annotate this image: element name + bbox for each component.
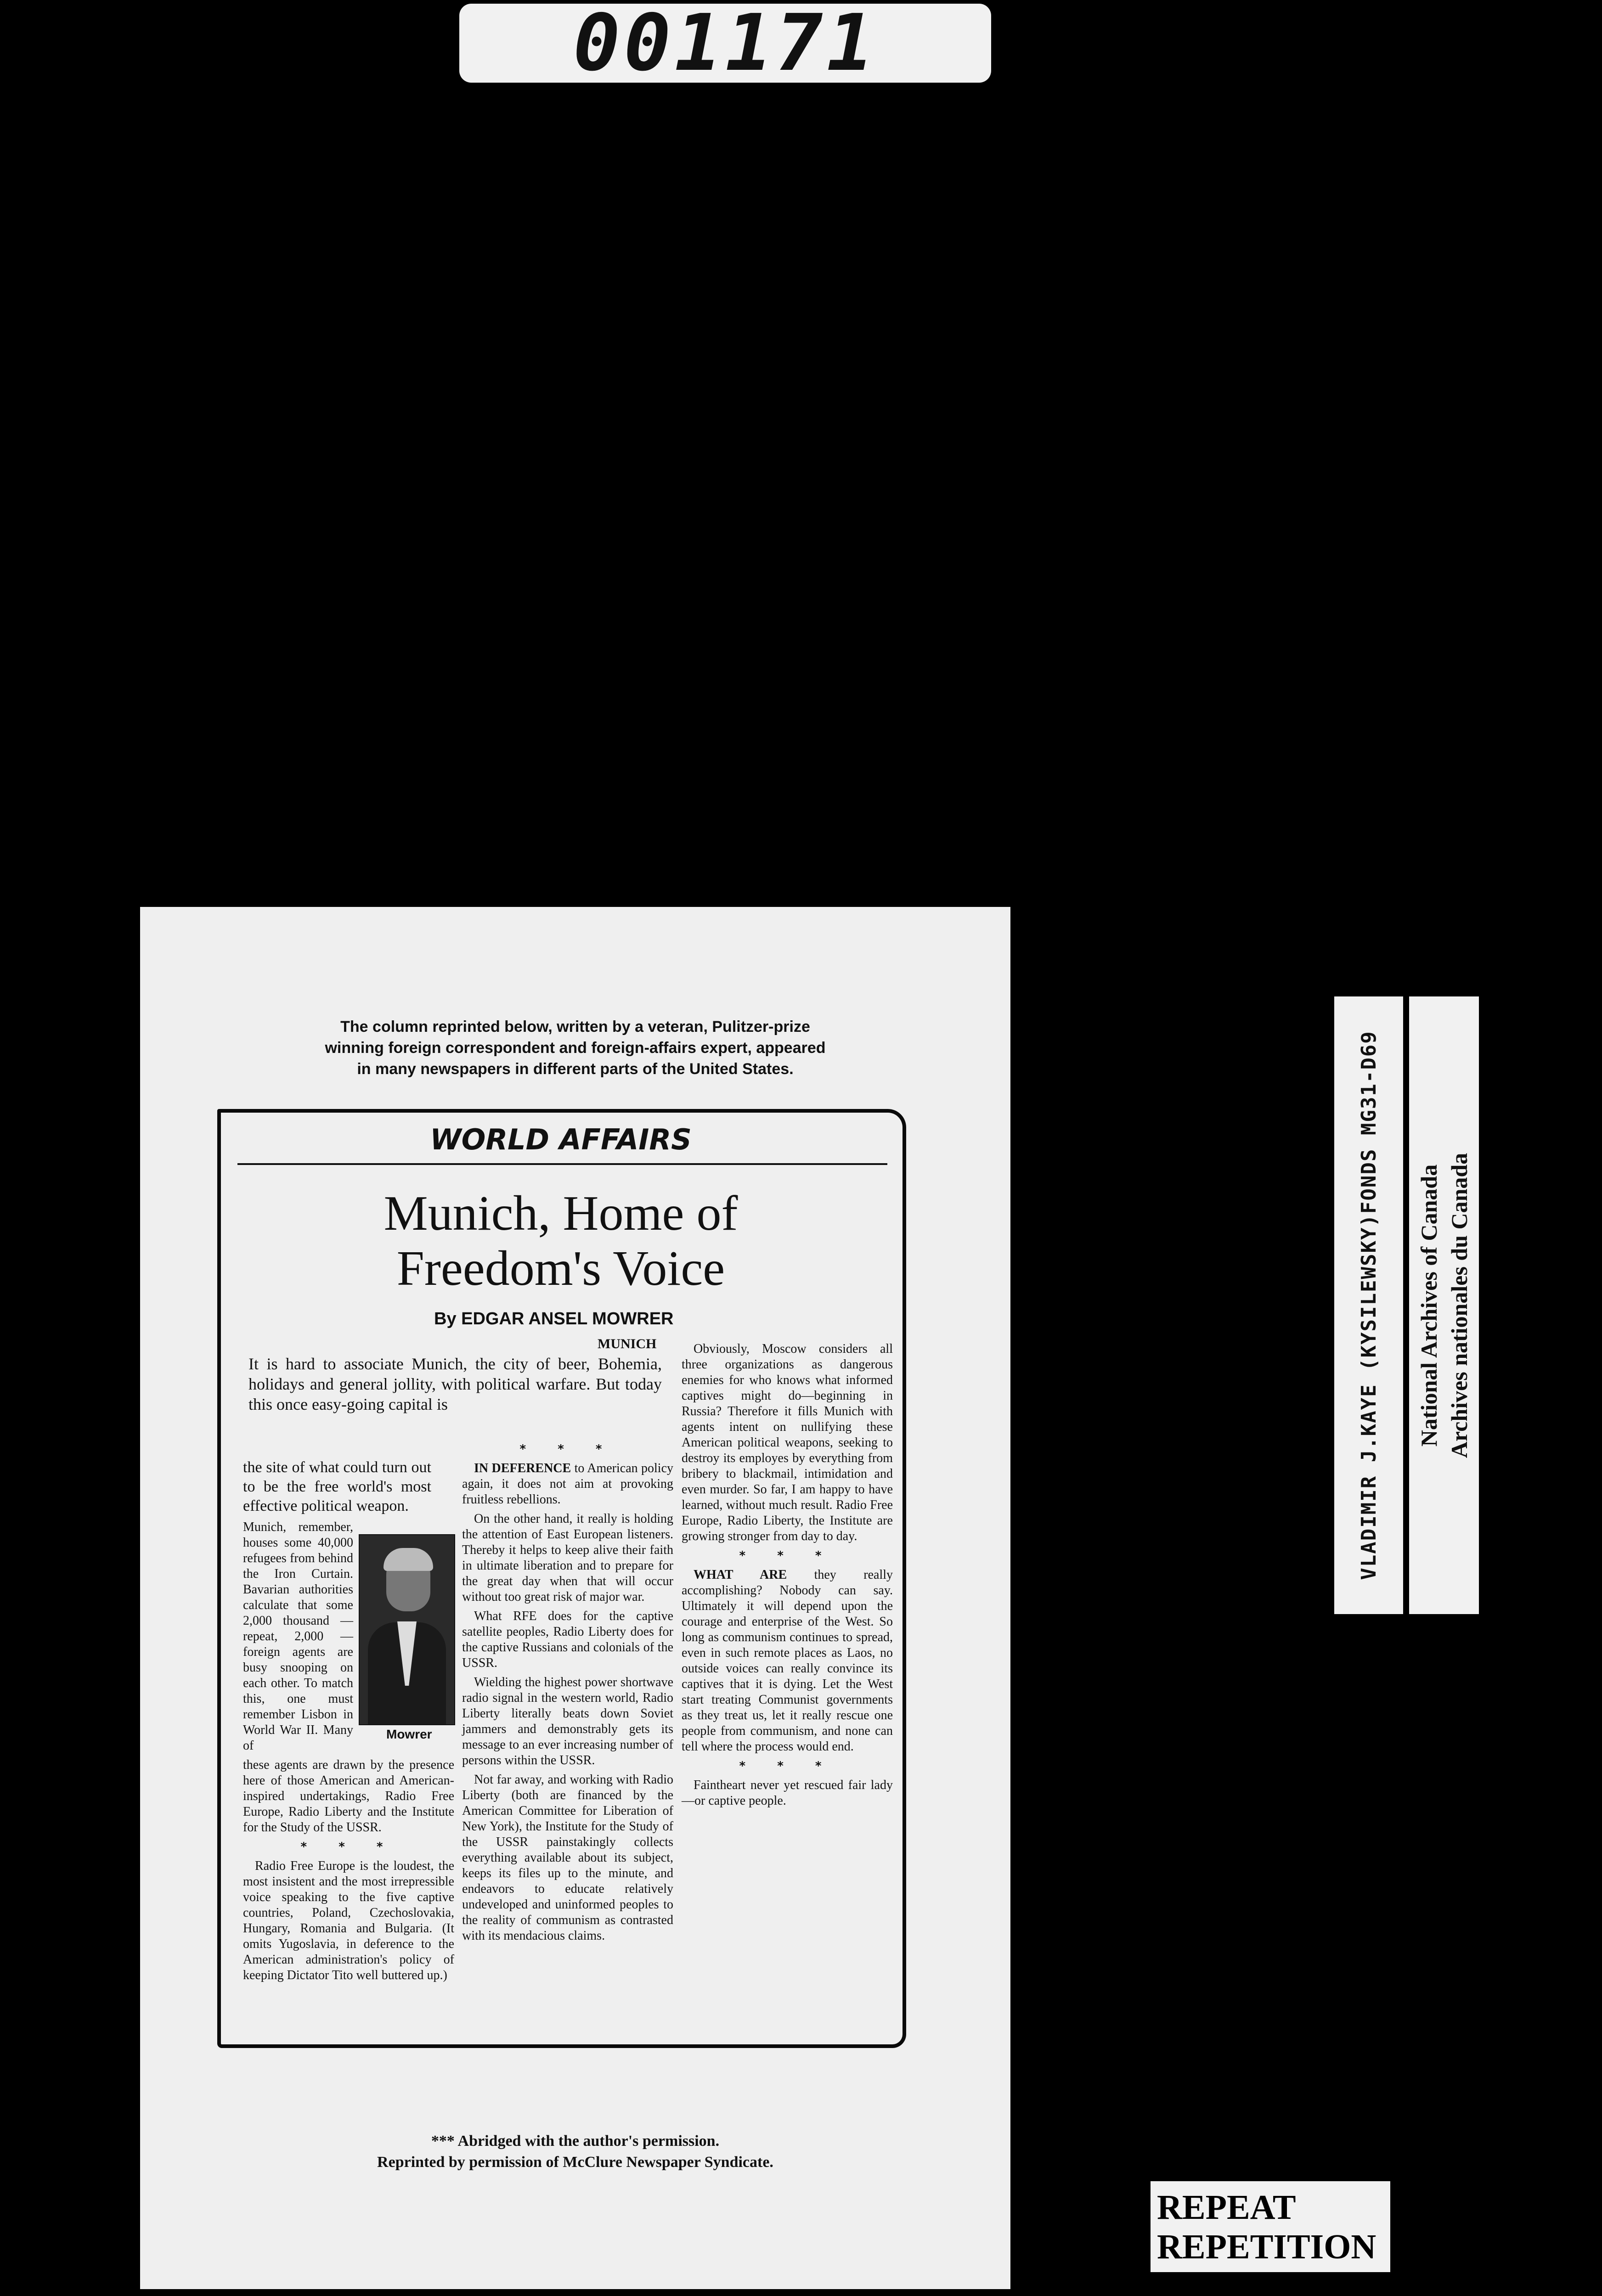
headline-line-2: Freedom's Voice bbox=[396, 1241, 725, 1296]
lead-part-2: the site of what could turn out to be the free world's most effective political weapon. bbox=[243, 1459, 431, 1514]
lead-part-1: It is hard to associate Munich, the city of beer, Bohemia, holidays and general jollity, with political warfare. But today this once easy-going capital is bbox=[248, 1355, 662, 1413]
kicker-rule bbox=[237, 1163, 887, 1165]
col3-paragraph-1: Obviously, Moscow considers all three organizations as dangerous enemies for who knows what informed captives might do—beginning in Russia? Therefore it fills Munich with agents intent on nullifying these American political weapons, seeking to destroy its employes by everything from bribery to blackmail, intimidation and even murder. So far, I am happy to have learned, without much result. Radio Free Europe, Radio Liberty, the Institute are growing stronger from day to day. bbox=[682, 1342, 893, 1543]
footer-line-2: Reprinted by permission of McClure Newspaper Syndicate. bbox=[377, 2154, 773, 2171]
headline bbox=[221, 1186, 901, 1296]
col2-paragraph-4: Wielding the highest power shortwave radio signal in the western world, Radio Liberty literally beats down Soviet jammers and demonstrably gets its message to an ever increasing number of persons within the USSR. bbox=[462, 1675, 673, 1767]
byline: By EDGAR ANSEL MOWRER bbox=[434, 1309, 674, 1328]
section-stars: * * * bbox=[739, 1549, 835, 1563]
section-kicker: WORLD AFFAIRS bbox=[430, 1123, 692, 1156]
headline-line-1: Munich, Home of bbox=[384, 1186, 738, 1241]
col3-lede: WHAT ARE bbox=[694, 1568, 787, 1582]
col1-paragraph-1-rest: these agents are drawn by the presence here of those American and American-inspired undertakings, Radio Free Europe, Radio Liberty and the Institute for the Study of the USSR. bbox=[243, 1758, 454, 1835]
repeat-stamp bbox=[1151, 2181, 1390, 2272]
dateline: MUNICH bbox=[598, 1336, 657, 1351]
lead-paragraph bbox=[248, 1354, 662, 1414]
col2-paragraph-5: Not far away, and working with Radio Liberty (both are financed by the American Committee for Liberation of New York), the Institute for the Study of the USSR painstakingly collects everything available about its subject, keeps its files up to the minute, and endeavors to educate relatively undeveloped and uninformed peoples to the reality of communism as contrasted with its mendacious claims. bbox=[462, 1773, 673, 1943]
author-photo bbox=[359, 1534, 455, 1725]
newspaper-clipping bbox=[217, 1109, 906, 2048]
section-stars: * * * bbox=[739, 1759, 835, 1773]
fonds-label-text: VLADIMIR J.KAYE (KYSILEWSKY)FONDS MG31-D69 bbox=[1357, 1030, 1381, 1580]
col2-paragraph-1 bbox=[462, 1461, 673, 1508]
col2-paragraph-3: What RFE does for the captive satellite peoples, Radio Liberty does for the captive Russians and colonials of the USSR. bbox=[462, 1609, 673, 1670]
section-stars: * * * bbox=[300, 1840, 397, 1854]
col2-lede: IN DEFERENCE bbox=[474, 1461, 571, 1475]
frame-counter: 001171 bbox=[459, 4, 991, 83]
col3-paragraph-3: Faintheart never yet rescued fair lady—or captive people. bbox=[682, 1778, 893, 1808]
col1-paragraph-2: Radio Free Europe is the loudest, the most insistent and the most irrepressible voice speaking to the five captive countries, Poland, Czechoslovakia, Hungary, Romania and Bulgaria. (It omits Yugoslavia, in deference to the American administration's policy of keeping Dictator Tito well buttered up.) bbox=[243, 1859, 454, 1982]
intro-note bbox=[140, 1016, 1010, 1080]
archives-label-text bbox=[1414, 1153, 1474, 1458]
col2-paragraph-1-text: to American policy again, it does not aim at provoking fruitless rebellions. bbox=[462, 1461, 674, 1507]
column-3 bbox=[682, 1341, 893, 1812]
photo-caption: Mowrer bbox=[386, 1727, 432, 1741]
document-page bbox=[140, 907, 1010, 2289]
archives-label bbox=[1409, 996, 1479, 1614]
photo-hair bbox=[384, 1548, 433, 1571]
col1-paragraph-1: Munich, remember, houses some 40,000 refugees from behind the Iron Curtain. Bavarian authorities calculate that some 2,000 thousand — repeat, 2,000 — foreign agents are busy snooping on each other. To match this, one must remember Lisbon in World War II. Many of bbox=[243, 1520, 353, 1753]
intro-line: in many newspapers in different parts of the United States. bbox=[357, 1060, 794, 1078]
intro-line: The column reprinted below, written by a veteran, Pulitzer-prize bbox=[340, 1018, 810, 1035]
column-2 bbox=[462, 1438, 673, 1947]
archives-label-fr: Archives nationales du Canada bbox=[1446, 1153, 1472, 1458]
section-stars: * * * bbox=[519, 1442, 616, 1456]
stamp-line-2: REPETITION bbox=[1157, 2228, 1376, 2266]
col2-paragraph-2: On the other hand, it really is holding the attention of East European listeners. Thereby it helps to keep alive their faith in ultimate liberation and to prepare for the great day when that will occur without too great risk of major war. bbox=[462, 1512, 673, 1604]
col3-paragraph-2 bbox=[682, 1567, 893, 1755]
archives-label-en: National Archives of Canada bbox=[1416, 1164, 1442, 1446]
footer-line-1: *** Abridged with the author's permission. bbox=[431, 2133, 720, 2150]
footer-note bbox=[140, 2131, 1010, 2173]
stamp-line-1: REPEAT bbox=[1157, 2188, 1296, 2227]
fonds-label bbox=[1334, 996, 1403, 1614]
intro-line: winning foreign correspondent and foreign-affairs expert, appeared bbox=[325, 1039, 826, 1057]
col3-paragraph-2-text: they really accomplishing? Nobody can say. Ultimately it will depend upon the courage and enterprise of the West. So long as communism continues to spread, even in such remote places as Laos, no outside voices can really convince its captives that it is dying. Let the West start treating Communist governments as they treat us, let it really rescue one people from communism, and none can tell where the process would end. bbox=[682, 1568, 893, 1754]
